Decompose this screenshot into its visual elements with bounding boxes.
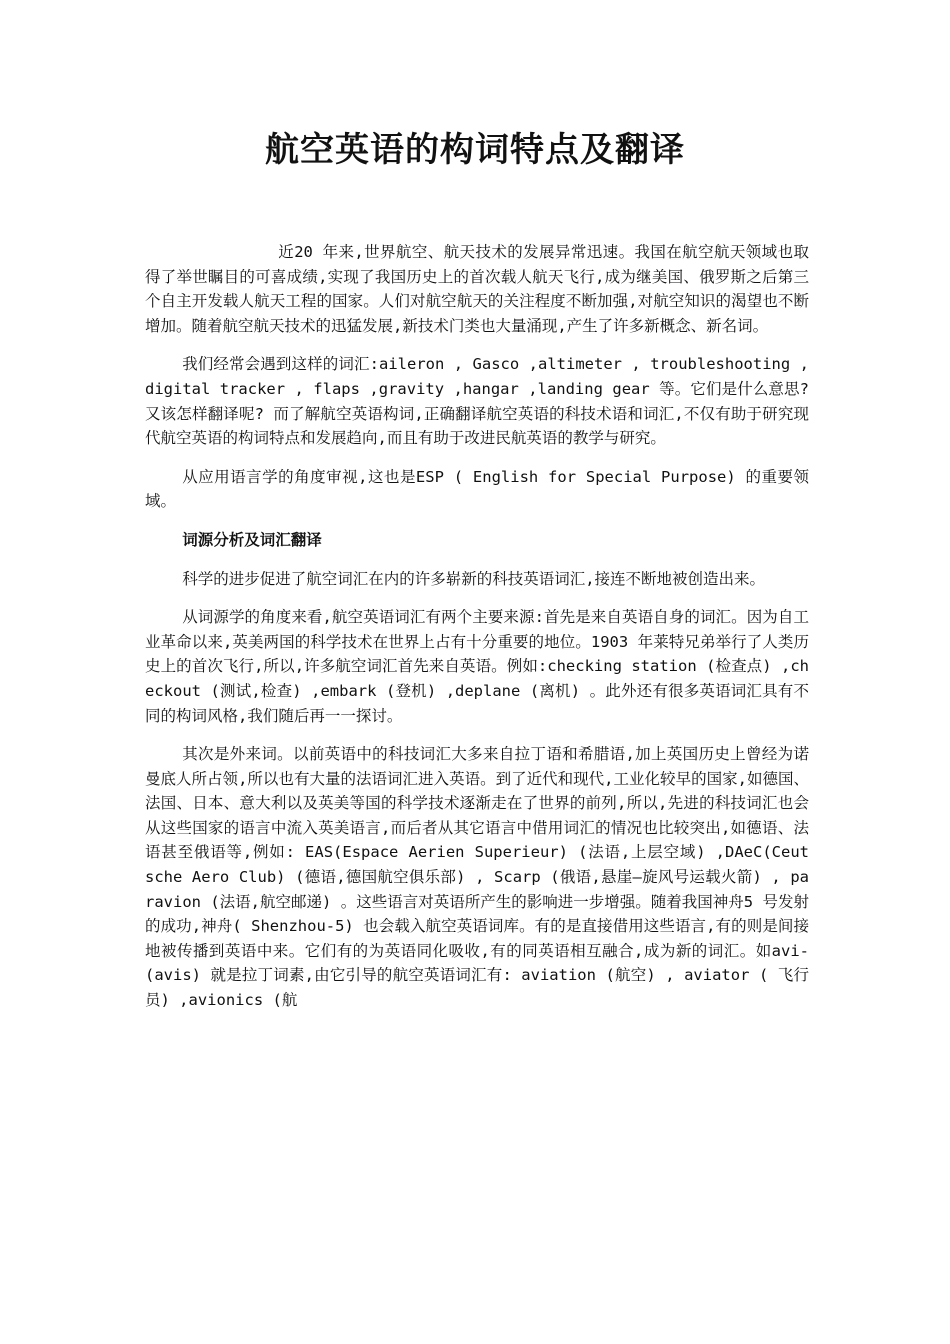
paragraph-intro: 近20 年来,世界航空、航天技术的发展异常迅速。我国在航空航天领域也取得了举世瞩目的可喜成绩,实现了我国历史上的首次载人航天飞行,成为继美国、俄罗斯之后第三个自主开发载人航天工程的国家。人们对航空航天的关注程度不断加强,对航空知识的渴望也不断增加。随着航空航天技术的迅猛发展,新技术门类也大量涌现,产生了许多新概念、新名词。 xyxy=(145,243,809,335)
paragraph-vocabulary: 我们经常会遇到这样的词汇:aileron , Gasco ,altimeter , troubleshooting , digital tracker , flaps ,gravity ,hangar ,landing gear 等。它们是什么意思? 又该怎样翻译呢? 而了解航空英语构词,正确翻译航空英语的科技术语和词汇,不仅有助于研究现代航空英语的构词特点和发展趋向,而且有助于改进民航英语的教学与研究。 xyxy=(145,355,809,448)
paragraph-progress: 科学的进步促进了航空词汇在内的许多崭新的科技英语词汇,接连不断地被创造出来。 xyxy=(182,569,766,588)
paragraph-loanwords: 其次是外来词。以前英语中的科技词汇大多来自拉丁语和希腊语,加上英国历史上曾经为诺曼底人所占领,所以也有大量的法语词汇进入英语。到了近代和现代,工业化较早的国家,如德国、法国、日本、意大利以及英美等国的科学技术逐渐走在了世界的前列,所以,先进的科技词汇也会从这些国家的语言中流入英美语言,而后者从其它语言中借用词汇的情况也比较突出,如德语、法语甚至俄语等,例如: EAS(Espace Aerien Superieur) (法语,上层空域) ,DAeC(Ceut sche Aero Club) (德语,德国航空俱乐部) , Scarp (俄语,悬崖—旋风号运载火箭) , paravion (法语,航空邮递) 。这些语言对英语所产生的影响进一步增强。随着我国神舟5 号发射的成功,神舟( Shenzhou-5) 也会载入航空英语词库。有的是直接借用这些语言,有的则是间接地被传播到英语中来。它们有的为英语同化吸收,有的同英语相互融合,成为新的词汇。如avi- (avis) 就是拉丁词素,由它引导的航空英语词汇有: aviation (航空) , aviator ( 飞行员) ,avionics (航 xyxy=(145,745,809,1010)
document-body xyxy=(145,240,809,1027)
document-title: 航空英语的构词特点及翻译 xyxy=(265,130,685,170)
paragraph-esp: 从应用语言学的角度审视,这也是ESP ( English for Special Purpose) 的重要领域。 xyxy=(145,467,809,511)
paragraph-etymology: 从词源学的角度来看,航空英语词汇有两个主要来源:首先是来自英语自身的词汇。因为自工业革命以来,英美两国的科学技术在世界上占有十分重要的地位。1903 年莱特兄弟举行了人类历史上的首次飞行,所以,许多航空词汇首先来自英语。例如:checking station (检查点) ,checkout (测试,检查) ,embark (登机) ,deplane (离机) 。此外还有很多英语词汇具有不同的构词风格,我们随后再一一探讨。 xyxy=(145,608,809,725)
section-heading: 词源分析及词汇翻译 xyxy=(182,530,322,549)
